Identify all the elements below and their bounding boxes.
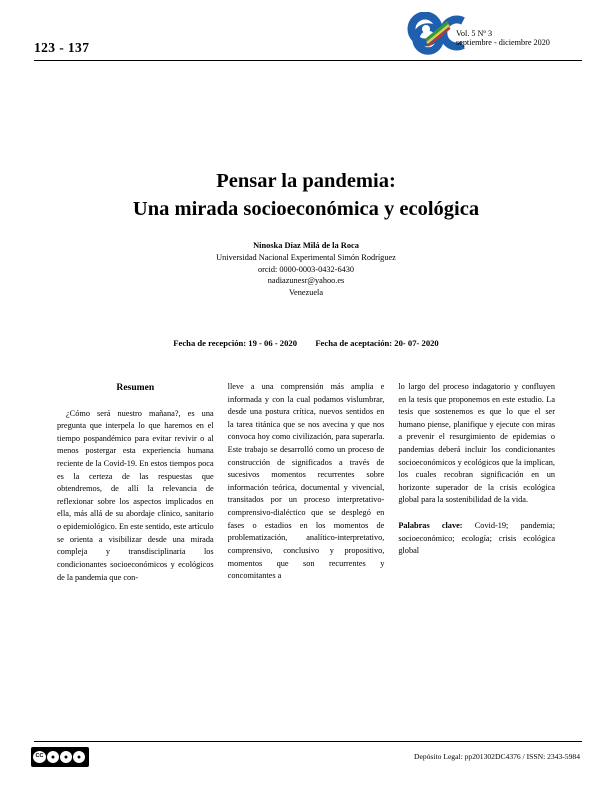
cc-by-icon: ●	[47, 751, 59, 763]
reception-date: Fecha de recepción: 19 - 06 - 2020	[173, 338, 297, 348]
footer-divider	[34, 741, 582, 742]
author-name: Ninoska Díaz Milá de la Roca	[253, 241, 359, 250]
abstract-column-1	[57, 381, 214, 584]
issue-period: septiembre - diciembre 2020	[456, 38, 550, 48]
abstract-heading: Resumen	[116, 382, 155, 393]
creative-commons-license-icon[interactable]	[31, 747, 89, 767]
keywords-label: Palabras clave:	[398, 521, 463, 531]
abstract-column-2	[228, 381, 385, 584]
author-orcid: orcid: 0000-0003-0432-6430	[257, 264, 355, 274]
abstract-column-3	[398, 381, 555, 584]
header-divider	[34, 60, 582, 61]
article-title	[56, 168, 556, 223]
author-block	[56, 240, 556, 299]
page-range: 123 - 137	[34, 40, 90, 55]
acceptance-date: Fecha de aceptación: 20- 07- 2020	[315, 338, 439, 348]
cc-nc-icon: ●	[60, 751, 72, 763]
page-header	[0, 0, 612, 72]
cc-nd-icon: ●	[73, 751, 85, 763]
publication-dates	[56, 338, 556, 348]
author-country: Venezuela	[288, 288, 324, 298]
issue-volume: Vol. 5 Nº 3	[456, 29, 493, 38]
deposito-legal-issn: Depósito Legal: pp201302DC4376 / ISSN: 2343-5984	[413, 752, 580, 761]
abstract-section	[57, 381, 555, 584]
article-title-line1: Pensar la pandemia:	[216, 170, 396, 192]
title-block	[56, 168, 556, 223]
cc-icon: CC	[33, 751, 46, 763]
author-affiliation: Universidad Nacional Experimental Simón Rodríguez	[216, 252, 396, 262]
keywords-value: Covid-19; pandemia; socioeconómico; ecología; crisis ecológica global	[398, 521, 556, 556]
author-email[interactable]: nadiazunesr@yahoo.es	[267, 276, 345, 286]
issue-info	[456, 29, 550, 47]
abstract-text-3: lo largo del proceso indagatorio y confluyen en la tesis que proponemos en este estudio. La tesis que sostenemos es que lo que el ser humano piense, planifique y ejecute con miras a prevenir el resurgimiento de epidemias o pandemias deberá incluir los condicionantes socioeconómicos y ecológicos que la implican, los cuales recobran significación en un horizonte superador de la crisis ecológica global para la sostenibilidad de la vida.	[398, 382, 556, 505]
keywords	[398, 520, 555, 558]
abstract-text-1: ¿Cómo será nuestro mañana?, es una pregunta que interpela lo que haremos en el tiempo pospandémico para evitar revivir o al menos postergar esta experiencia humana reciente de la Covid-19. En estos tiempos poca es la certeza de las respuestas que obtendremos, de allí la relevancia de reflexionar sobre los aspectos implicados en ella, más allá de su abordaje clínico, sanitario o epidemiológico. En este sentido, este artículo se orienta a visibilizar desde una mirada compleja y transdisciplinaria los condicionantes socioeconómicos y ecológicos de la pandemia que con-	[57, 408, 214, 582]
abstract-text-2: lleve a una comprensión más amplia e informada y con la cual podamos vislumbrar, desde una postura crítica, nuevos sentidos en la tarea titánica que se nos avecina y que nos convoca hoy como civilización, para superarla. Este trabajo se desarrolló como un proceso de construcción de significados a través de sucesivos momentos recurrentes sobre información teórica, documental y vivencial, transitados por un proceso interpretativo-comprensivo-dialéctico que se desplegó en fases o estadios en los momentos de problematización, analítico-interpretativo, comprensivo, conclusivo y propositivo, momentos que son recurrentes y concomitantes a	[227, 382, 385, 581]
article-title-line2: Una mirada socioeconómica y ecológica	[132, 197, 480, 220]
